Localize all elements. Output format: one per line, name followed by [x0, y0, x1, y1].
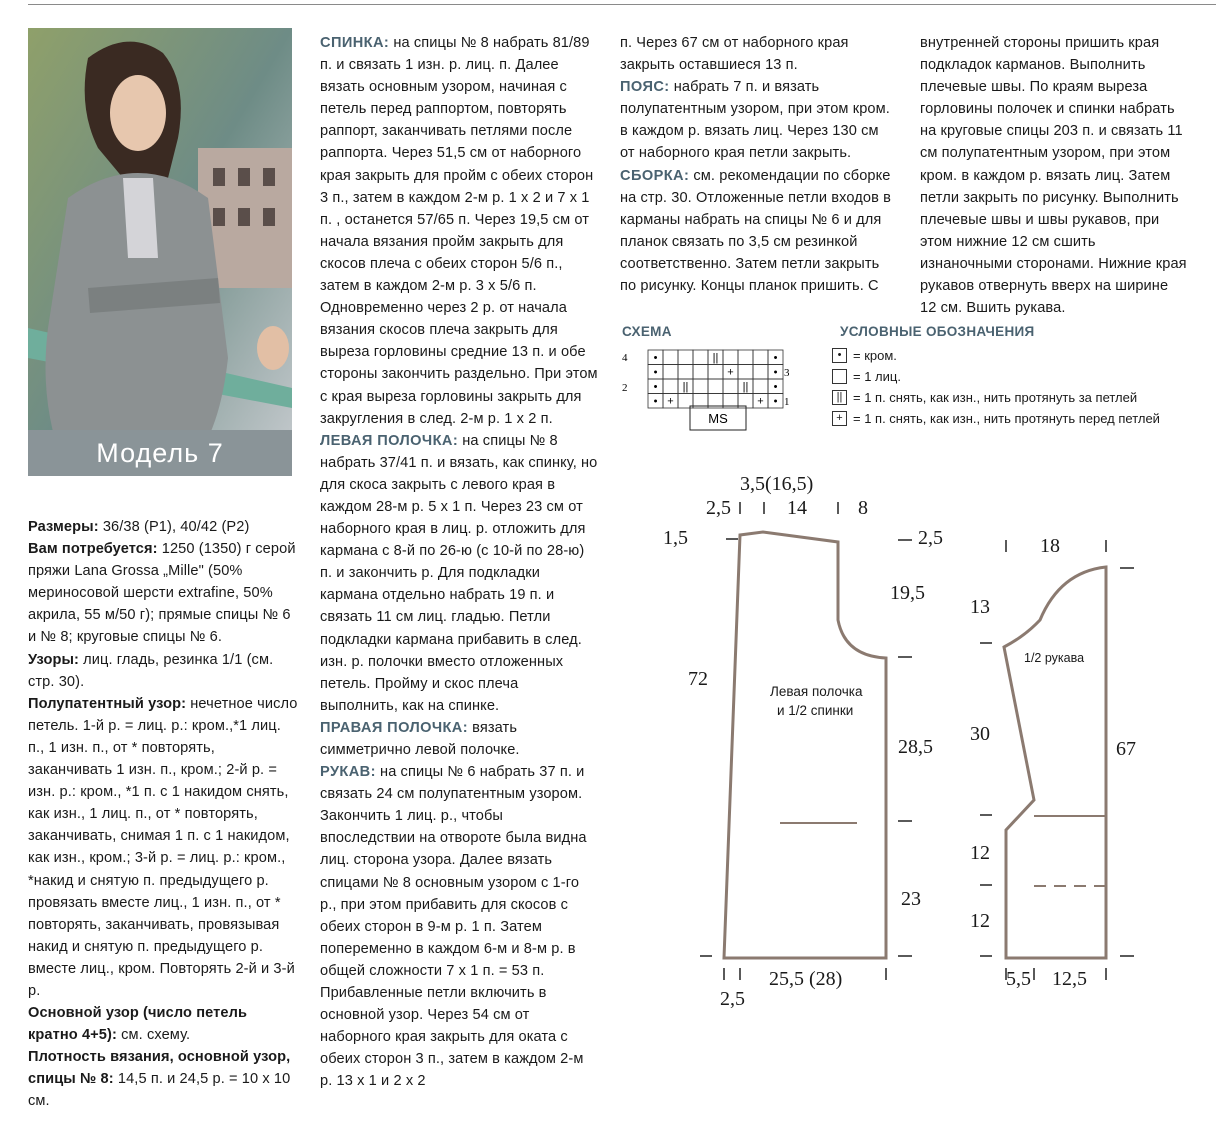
scheme-cell — [678, 365, 693, 380]
ms-label: MS — [708, 411, 728, 426]
legend-text: = 1 лиц. — [853, 369, 901, 384]
main-pattern-para — [28, 1002, 298, 1046]
scheme-cell — [663, 350, 678, 365]
need-text: 1250 (1350) г серой пряжи Lana Grossa „Mille" (50% мериносовой шерсти extrafine, 50% акрила, 55 м/50 г); прямые спицы № 6 и № 8; круговые спицы № 6. — [28, 541, 296, 646]
scheme-symbol: + — [757, 395, 764, 408]
scheme-chart — [618, 346, 808, 434]
patterns-label: Узоры: — [28, 651, 79, 668]
scheme-cell — [753, 379, 768, 394]
scheme-title: СХЕМА — [622, 324, 672, 339]
back-para — [320, 32, 598, 430]
dim-pocket-height: 23 — [901, 888, 921, 910]
back-text: на спицы № 8 набрать 81/89 п. и связать 1 изн. р. лиц. п. Далее вязать основным узором, начиная с петель перед раппортом, повторять раппорт, заканчивать петлями после раппорта. Через 51,5 см от наборного края закрыть для пройм с обеих сторон 3 п., затем в каждом 2-м р. 1 х 2 и 7 х 1 п. , останется 57/65 п. Через 19,5 см от начала вязания пройм закрыть для скосов плеча с обеих сторон 5/6 п., затем в каждом 2-м р. 3 х 5/6 п. Одновременно через 2 р. от начала вязания скосов плеча закрыть для выреза горловины средние 13 п. и обе стороны закончить раздельно. При этом с края выреза горловины закрыть для закругления в след. 2-м р. 1 х 2 п. — [320, 35, 598, 427]
dim-top-shoulder: 14 — [787, 497, 807, 519]
legend-item-slip-front — [832, 411, 1160, 426]
assembly-cont-para: внутренней стороны пришить края подкладок карманов. Выполнить плечевые швы. По краям выреза горловины полочек и спинки набрать на круговые спицы 203 п. и связать 11 см полупатентным узором, при этом кром. в каждом р. вязать лиц. Затем петли закрыть по рисунку. Выполнить плечевые швы и швы рукавов, при этом нижние 12 см сшить изнаночными сторонами. Нижние края рукавов отвернуть вверх на ширине 12 см. Вшить рукава. — [920, 35, 1187, 317]
front-piece-outline — [724, 532, 886, 958]
scheme-cell — [708, 365, 723, 380]
scheme-symbol: • — [653, 395, 658, 408]
right-front-para — [320, 717, 598, 761]
scheme-cell — [723, 350, 738, 365]
left-front-text: на спицы № 8 набрать 37/41 п. и вязать, как спинку, но для скоса закрыть с левого края в каждом 28-м р. 5 х 1 п. Через 23 см от наборного края в лиц. р. отложить для кармана с 8-й по 26-ю (с 10-й по 28-ю) п. и закончить р. Для подкладки кармана отдельно набрать 19 п. и связать 11 см лиц. гладью. Петли подкладки кармана прибавить в след. изн. р. полочки вместо отложенных петель. Пройму и скос плеча выполнить, как на спинке. — [320, 432, 598, 714]
scheme-row-label-4: 4 — [622, 352, 628, 364]
assembly-label: СБОРКА: — [620, 167, 690, 184]
model-label: Модель 7 — [28, 430, 292, 476]
half-pattern-label: Полупатентный узор: — [28, 695, 187, 712]
density-para — [28, 1046, 298, 1112]
sizes-para — [28, 516, 298, 538]
right-front-text: вязать симметрично левой полочке. — [320, 719, 520, 758]
legend-item-knit — [832, 369, 901, 384]
scheme-symbol: + — [727, 366, 734, 379]
dim-sleeve-bottom-left: 5,5 — [1006, 968, 1031, 990]
scheme-cell — [663, 365, 678, 380]
patterns-text: лиц. гладь, резинка 1/1 (см. стр. 30). — [28, 651, 274, 690]
belt-label: ПОЯС: — [620, 79, 670, 96]
scheme-symbol: • — [773, 381, 778, 393]
sleeve-piece-outline — [1004, 567, 1106, 958]
sleeve-cont-para: п. Через 67 см от наборного края закрыть оставшиеся 13 п. — [620, 35, 849, 74]
column-belt-assembly — [620, 32, 892, 297]
sleeve-piece-label: 1/2 рукава — [1024, 651, 1085, 665]
scheme-cell — [693, 379, 708, 394]
dim-sleeve-mid: 30 — [970, 723, 990, 745]
need-label: Вам потребуется: — [28, 541, 158, 558]
top-rule — [28, 4, 1216, 5]
sleeve-text: на спицы № 6 набрать 37 п. и связать 24 см полупатентным узором. Закончить 1 лиц. р., чтобы впоследствии на отвороте была видна лиц. сторона узора. Далее вязать спицами № 8 основным узором с 1-го р., при этом прибавить для скосов с обеих сторон в 9-м р. 1 п. Затем попеременно в каждом 6-м и 8-м р. в общей сложности 7 х 1 п. = 53 п. Прибавленные петли включить в основной узор. Через 54 см от наборного края закрыть для оката с обеих сторон 3 п., затем в каждом 2-м р. 13 х 1 и 2 х 2 — [320, 764, 587, 1090]
sizes-text: 36/38 (Р1), 40/42 (Р2) — [98, 519, 250, 535]
scheme-symbol: • — [773, 352, 778, 364]
main-pattern-label: Основной узор (число петель кратно 4+5): — [28, 1005, 248, 1044]
scheme-cell — [708, 379, 723, 394]
scheme-cell — [663, 379, 678, 394]
scheme-cell — [678, 350, 693, 365]
model-photo-illustration — [28, 28, 292, 476]
front-piece-label-2: и 1/2 спинки — [777, 703, 854, 718]
front-piece-label-1: Левая полочка — [770, 684, 863, 699]
scheme-cell — [693, 350, 708, 365]
scheme-cell — [738, 350, 753, 365]
edge-stitch-icon: • — [832, 348, 847, 363]
density-text: 14,5 п. и 24,5 р. = 10 х 10 см. — [28, 1071, 291, 1110]
dim-top-left: 2,5 — [706, 497, 731, 519]
dim-cuff-upper: 12 — [970, 842, 990, 864]
scheme-symbol: • — [653, 381, 658, 393]
column-materials — [28, 516, 298, 1113]
left-front-label: ЛЕВАЯ ПОЛОЧКА: — [320, 432, 459, 449]
scheme-symbol: || — [712, 352, 719, 364]
dim-top-neck: 3,5(16,5) — [740, 473, 814, 495]
sizes-label: Размеры: — [28, 519, 99, 535]
dim-armhole: 19,5 — [890, 582, 925, 604]
sleeve-para — [320, 761, 598, 1092]
scheme-row-label-2: 2 — [622, 382, 628, 394]
scheme-symbol: + — [667, 395, 674, 408]
knit-stitch-icon — [832, 369, 847, 384]
legend-text: = 1 п. снять, как изн., нить протянуть за петлей — [853, 390, 1138, 405]
assembly-text: см. рекомендации по сборке на стр. 30. Отложенные петли входов в карманы набрать на спицы № 6 и для планок связать по 3,5 см резинкой соответственно. Затем петли закрыть по рисунку. Концы планок пришить. С — [620, 167, 891, 295]
slip-behind-icon: || — [832, 390, 847, 405]
legend-text: = 1 п. снять, как изн., нить протянуть перед петлей — [853, 411, 1160, 426]
half-pattern-text: нечетное число петель. 1-й р. = лиц. р.: кром.,*1 лиц. п., 1 изн. п., от * повторять, заканчивать 1 изн. п., кром.; 2-й р. = изн. р.: кром., *1 п. с 1 накидом снять, как изн., 1 лиц. п., от * повторять, заканчивать, снимая 1 п. с 1 накидом, как изн., кром.; 3-й р. = лиц. р.: кром., *накид и снятую п. предыдущего р. провязать вместе лиц., 1 изн. п., от * повторять, заканчивать, провязывая накид и снятую п. предыдущего р. вместе лиц., кром. Повторять 2-й и 3-й р. — [28, 695, 298, 999]
dim-right-slope: 2,5 — [918, 527, 943, 549]
sleeve-label: РУКАВ: — [320, 764, 376, 781]
scheme-symbol: || — [682, 381, 689, 393]
model-photo — [28, 28, 292, 476]
legend-title: УСЛОВНЫЕ ОБОЗНАЧЕНИЯ — [840, 324, 1035, 339]
back-label: СПИНКА: — [320, 35, 390, 51]
main-pattern-text: см. схему. — [116, 1027, 191, 1044]
column-back-fronts — [320, 32, 598, 1093]
patterns-para — [28, 649, 298, 693]
dim-mid-height: 28,5 — [898, 736, 933, 758]
legend-text: = кром. — [853, 348, 897, 363]
dim-bottom-left: 2,5 — [720, 988, 745, 1010]
right-front-label: ПРАВАЯ ПОЛОЧКА: — [320, 719, 469, 736]
dim-front-length: 72 — [688, 668, 708, 690]
scheme-grid — [648, 350, 783, 408]
scheme-symbol: • — [773, 395, 778, 408]
scheme-cell — [753, 350, 768, 365]
legend-item-edge — [832, 348, 897, 363]
dim-left-slope: 1,5 — [663, 527, 688, 549]
scheme-symbol: • — [773, 366, 778, 379]
column-assembly-cont — [920, 32, 1188, 319]
scheme-cell — [738, 365, 753, 380]
dim-sleeve-cap: 13 — [970, 596, 990, 618]
scheme-row-label-1: 1 — [784, 396, 790, 408]
scheme-symbol: || — [742, 381, 749, 393]
dim-sleeve-top: 18 — [1040, 535, 1060, 557]
assembly-para — [620, 165, 892, 298]
scheme-symbol: • — [653, 352, 658, 364]
belt-text: набрать 7 п. и вязать полупатентным узором, при этом кром. в каждом р. вязать лиц. Через 130 см от наборного края петли закрыть. — [620, 79, 890, 162]
slip-front-icon: + — [832, 411, 847, 426]
scheme-row-label-3: 3 — [784, 367, 790, 379]
dim-cuff-lower: 12 — [970, 910, 990, 932]
dim-bottom-width: 25,5 (28) — [769, 968, 843, 990]
dim-top-right: 8 — [858, 497, 868, 519]
legend-item-slip-behind — [832, 390, 1137, 405]
need-para — [28, 538, 298, 648]
density-label: Плотность вязания, основной узор, спицы № 8: — [28, 1049, 291, 1088]
scheme-cell — [723, 379, 738, 394]
dim-sleeve-length: 67 — [1116, 738, 1136, 760]
left-front-para — [320, 430, 598, 717]
scheme-symbol: • — [653, 366, 658, 379]
half-pattern-para — [28, 693, 298, 1002]
scheme-cell — [693, 365, 708, 380]
belt-para — [620, 76, 892, 164]
scheme-cell — [753, 365, 768, 380]
dim-sleeve-bottom-width: 12,5 — [1052, 968, 1087, 990]
